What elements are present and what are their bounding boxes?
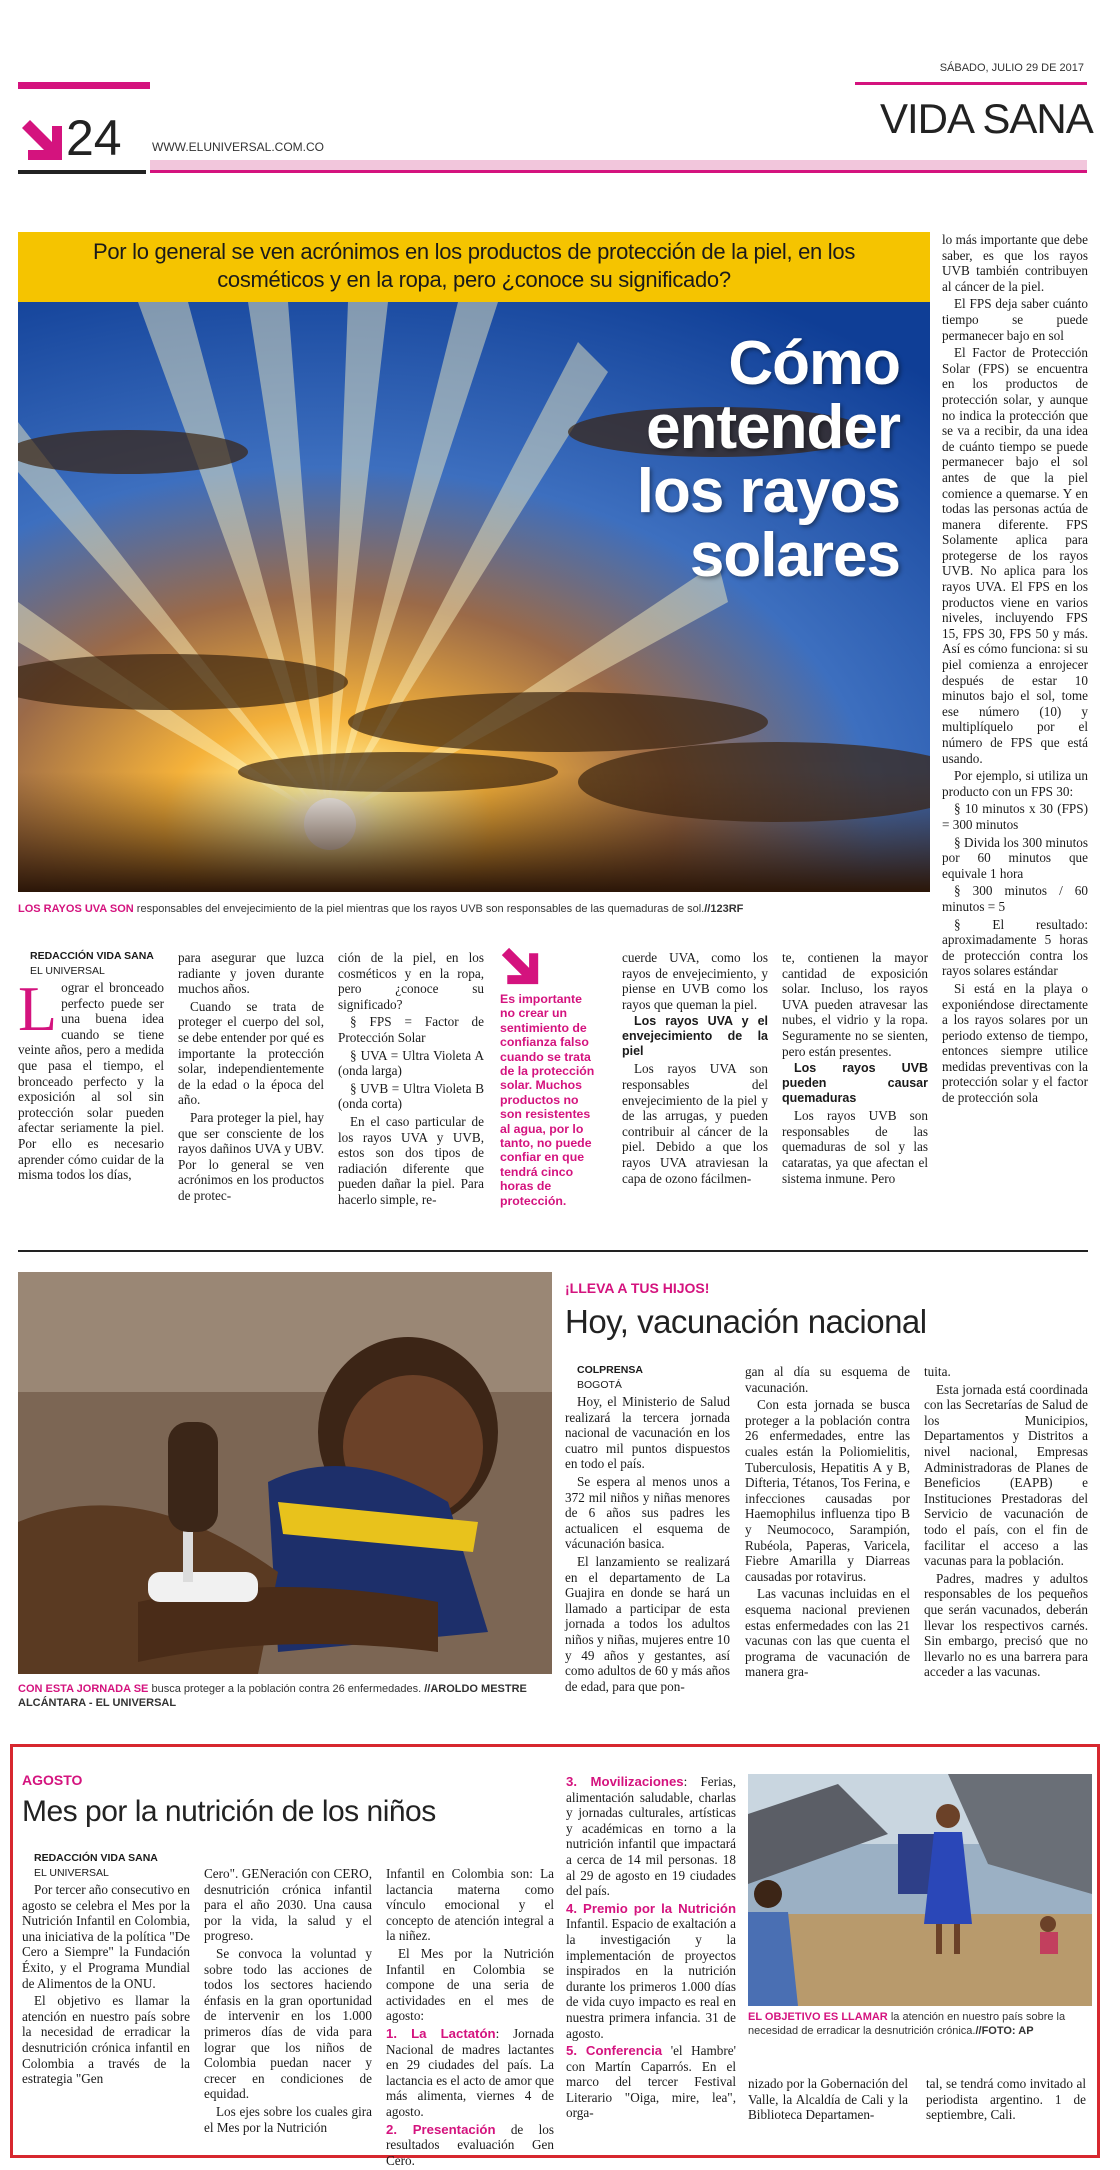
paragraph: nizado por la Gobernación del Valle, la Alcaldía de Cali y la Biblioteca Departamen-	[748, 2076, 908, 2123]
nutrition-column-1	[22, 1852, 190, 2089]
paragraph: para asegurar que luzca radiante y joven durante muchos años.	[178, 950, 324, 997]
vaccine-headline: Hoy, vacunación nacional	[565, 1303, 927, 1340]
paragraph: Hoy, el Ministerio de Salud realizará la tercera jornada nacional de vacunación en los cuatro mil puntos dispuestos en todo el país.	[565, 1394, 730, 1472]
list-item: § El resultado: aproximadamente 5 horas de protección contra los rayos solares estándar	[942, 916, 1088, 979]
paragraph: Esta jornada está coordinada con las Secretarías de Salud de los Municipios, Departamentos y Distritos a nivel nacional, Empresas Administradoras de Planes de Beneficios (EAPB) e Instituciones Prestadoras del Servicio de vacunación de todo el país, con el fin de facilitar el acceso a las vacunas para la población.	[924, 1381, 1088, 1569]
pullquote	[500, 946, 600, 1208]
paragraph: cuerde UVA, como los rayos de envejecimiento, y piense en UVB como los rayos que queman la piel.	[622, 950, 768, 1012]
vaccine-column-2	[745, 1364, 910, 1682]
main-column-6	[782, 950, 928, 1188]
list-item	[566, 1774, 736, 1899]
hero-caption	[18, 902, 930, 916]
list-item-lead: 1. La Lactatón	[386, 2025, 496, 2041]
list-item-lead: 5. Conferencia	[566, 2043, 663, 2059]
nutrition-column-4	[566, 1774, 736, 2123]
main-column-5	[622, 950, 768, 1188]
paragraph: Por tercer año consecutivo en agosto se celebra el Mes por la Nutrición Infantil en Colombia, una iniciativa de la política "De Cero a Siempre" la Fundación Éxito, y el Programa Mundial de Alimentos de la ONU.	[22, 1882, 190, 1991]
paragraph: Los rayos UVA son responsables del envejecimiento de la piel y de las arrugas, y pueden contribuir al cáncer de la piel. Debido a que los rayos UVA atraviesan la capa de ozono fácilmen-	[622, 1061, 768, 1186]
list-item: § 10 minutos x 30 (FPS) = 300 minutos	[942, 801, 1088, 832]
list-item	[566, 1901, 736, 2041]
nutrition-caption	[748, 2010, 1092, 2038]
nutrition-photo	[748, 1774, 1092, 2006]
list-item	[386, 2026, 554, 2120]
list-item-lead: 4. Premio por la Nutrición	[566, 1900, 736, 1916]
nutrition-column-2	[204, 1866, 372, 2137]
paragraph: El objetivo es llamar la atención en nuestro país sobre la necesidad de erradicar la desnutrición crónica infantil en Colombia a través de la estrategia "Gen	[22, 1993, 190, 2087]
paragraph: tuita.	[924, 1364, 951, 1379]
caption-text: busca proteger a la población contra 26 enfermedades.	[151, 1683, 422, 1695]
paragraph: El Factor de Protección Solar (FPS) se encuentra en los productos de protección solar, y aunque no indica la protección que se va a recibir, da una idea de cuánto tiempo se puede permanecer bajo el sol antes de que la piel comience a quemarse. Y en todas las personas actúa de manera diferente. FPS Solamente aplica para protegerse de los rayos UVB. No aplica para los rayos UVA. El FPS en los productos viene en varios niveles, incluyendo FPS 15, FPS 30, FPS 50 y más. Así es cómo funciona: si su piel comienza a enrojecer después de estar 10 minutos bajo el sol, tome ese número (10) y multiplíquelo por el número de FPS que está usando.	[942, 345, 1088, 766]
main-column-3	[338, 950, 484, 1210]
paragraph: Para proteger la piel, hay que ser consciente de los rayos dañinos UVA y UBV. Por lo general se ven acrónimos en los productos de protec-	[178, 1109, 324, 1203]
children-camp-image	[748, 1774, 1092, 2006]
paragraph: El Mes por la Nutrición Infantil en Colombia se compone de una seria de actividades en el mes de agosto:	[386, 1945, 554, 2024]
nutrition-column-6	[926, 2076, 1086, 2125]
vaccine-photo	[18, 1272, 552, 1674]
paragraph: Padres, madres y adultos responsables de los pequeños que serán vacunados, deberán llevar los respectivos carnés. Sin embargo, precisó que no llevarlo no es una barrera para acceder a las vacunas.	[924, 1570, 1088, 1680]
caption-credit: //FOTO: AP	[975, 2025, 1034, 2037]
caption-lead: CON ESTA JORNADA SE	[18, 1683, 149, 1695]
paragraph: lo más importante que debe saber, es que los rayos UVB también contribuyen al cáncer de la piel.	[942, 232, 1088, 294]
caption-text: la atención en nuestro país sobre la necesidad de erradicar la desnutrición crónica.	[748, 2011, 1066, 2037]
website-link[interactable]: WWW.ELUNIVERSAL.COM.CO	[152, 140, 325, 154]
list-item-lead: 2. Presentación	[386, 2121, 496, 2137]
hero-title-line: solares	[689, 521, 900, 590]
paragraph: Los rayos UVB son responsables de las quemaduras de sol y las cataratas, ya que afectan el sistema inmune. Pero	[782, 1108, 928, 1186]
list-item-lead: 3. Movilizaciones	[566, 1774, 684, 1789]
nutrition-column-5	[748, 2076, 908, 2125]
vaccine-column-3	[924, 1364, 1088, 1682]
hero-title-line: los rayos	[636, 457, 900, 526]
list-item: § FPS = Factor de Protección Solar	[338, 1014, 484, 1045]
paragraph: En el caso particular de los rayos UVA y UVB, estos son dos tipos de radiación diferente que pueden dañar la piel. Para hacerlo simple, re-	[338, 1113, 484, 1207]
banner-text: Por lo general se ven acrónimos en los productos de protección de la piel, en los cosméticos y en la ropa, pero ¿conoce su significado?	[92, 239, 856, 292]
paragraph: ograr el bronceado perfecto puede ser una buena idea cuando se tiene veinte años, pero a medida que pasa el tiempo, el bronceado perfecto y la exposición al sol sin protección solar pueden afectar seriamente la piel. Por ello es necesario aprender cómo cuidar de la misma todos los días,	[18, 980, 164, 1183]
list-item: § 300 minutos / 60 minutos = 5	[942, 883, 1088, 914]
hero-title-line: Cómo	[728, 329, 900, 398]
caption-text: responsables del envejecimiento de la piel mientras que los rayos UVB son responsables de las quemaduras de sol.	[136, 903, 705, 915]
main-column-1	[18, 950, 164, 1185]
caption-lead: EL OBJETIVO ES LLAMAR	[748, 2011, 888, 2023]
caption-credit: //AROLDO MESTRE ALCÁNTARA - EL UNIVERSAL	[18, 1683, 527, 1709]
page-number-box	[18, 110, 146, 176]
subheading: Los rayos UVB pueden causar quemaduras	[782, 1061, 928, 1106]
paragraph: Los ejes sobre los cuales gira el Mes por la Nutrición	[204, 2103, 372, 2135]
main-column-7	[942, 232, 1088, 1108]
paragraph: Se convoca la voluntad y sobre todo las acciones de todos los sectores haciendo énfasis en la gran oportunidad de intervenir en los 1.000 primeros días de vida para lograr que los niños de Colombia puedan nacer y crecer en condiciones de equidad.	[204, 1945, 372, 2102]
hero-title	[560, 329, 900, 590]
page-number: 24	[66, 110, 122, 166]
byline-sub: EL UNIVERSAL	[34, 1867, 109, 1879]
header-pink-bar-top	[18, 82, 150, 89]
hero-title-line: entender	[646, 393, 900, 462]
paragraph: tal, se tendrá como invitado al periodista argentino. 1 de septiembre, Cali.	[926, 2076, 1086, 2123]
byline: REDACCIÓN VIDA SANA	[34, 1852, 158, 1864]
paragraph: ción de la piel, en los cosméticos y en la ropa, pero ¿conoce su significado?	[338, 950, 484, 1012]
arrow-down-right-icon	[20, 118, 64, 162]
list-item-text: de los resultados evaluación Gen Cero.	[386, 2121, 554, 2168]
paragraph: gan al día su esquema de vacunación.	[745, 1364, 910, 1395]
list-item	[386, 2122, 554, 2169]
vaccine-caption	[18, 1682, 552, 1710]
paragraph: Por ejemplo, si utiliza un producto con un FPS 30:	[942, 768, 1088, 799]
main-column-2	[178, 950, 324, 1206]
vaccine-kicker: ¡LLEVA A TUS HIJOS!	[565, 1280, 710, 1296]
list-item-text: 'el Hambre' con Martín Caparrós. En el marco del tercer Festival Literario "Oiga, mire, lea", orga-	[566, 2043, 736, 2121]
subheading: Los rayos UVA y el envejecimiento de la piel	[622, 1014, 768, 1059]
paragraph: Las vacunas incluidas en el esquema nacional previenen estas enfermedades con las 21 vacunas con las que cuenta el programa de vacunación de manera gra-	[745, 1586, 910, 1680]
paragraph: Cero". GENeración con CERO, desnutrición crónica infantil para el año 2030. Una causa por la vida, la salud y el progreso.	[204, 1866, 372, 1944]
caption-credit: //123RF	[704, 903, 744, 915]
vaccine-column-1	[565, 1364, 730, 1696]
header-pink-bar-right	[855, 82, 1087, 85]
list-item-text: : Ferias, alimentación saludable, charlas y jornadas culturales, artísticas y académicas en torno a la nutrición infantil que impactará a cerca de 14 mil personas. 18 al 29 de agosto en 19 ciudades del país.	[566, 1774, 736, 1899]
paragraph: El FPS deja saber cuánto tiempo se puede permanecer bajo en sol	[942, 296, 1088, 343]
nutrition-headline: Mes por la nutrición de los niños	[22, 1795, 436, 1828]
paragraph: te, contienen la mayor cantidad de exposición solar. Incluso, los rayos UVA pueden atravesar las nubes, el vidrio y la ropa. Seguramente no se sienten, pero están presentes.	[782, 950, 928, 1059]
banner	[18, 232, 930, 302]
arrow-down-right-icon	[500, 946, 540, 986]
list-item-text: Infantil. Espacio de exaltación a la investigación y la implementación de proyectos inspirados en la nutrición durante los primeros 1.000 días de vida cuyo impacto es real en nuestra primera infancia. 31 de agosto.	[566, 1916, 736, 2041]
drop-cap: L	[18, 973, 58, 1044]
pullquote-text: Es importante no crear un sentimiento de confianza falso cuando se trata de la protección solar. Muchos productos no son resistentes al agua, por lo tanto, no puede confiar en que tendrá cinco horas de protección.	[500, 992, 595, 1208]
list-item	[566, 2043, 736, 2121]
paragraph: El lanzamiento se realizará en el departamento de La Guajira en donde se hará un llamado a participar de esta jornada a todos los adultos niños y niñas, mujeres entre 10 y 49 años y gestantes, así como adultos de 60 y más años de edad, para que pon-	[565, 1553, 730, 1694]
paragraph: Cuando se trata de proteger el cuerpo del sol, se debe entender por qué es importante la protección solar, independientemente de la edad o la época del año.	[178, 998, 324, 1108]
section-title: VIDA SANA	[880, 95, 1093, 142]
list-item-text: : Jornada Nacional de madres lactantes en 29 ciudades del país. La lactancia es el acto de amor que más alimenta, viernes 4 de agosto.	[386, 2025, 554, 2119]
page-date: SÁBADO, JULIO 29 DE 2017	[939, 62, 1084, 74]
byline-sub: BOGOTÁ	[577, 1379, 622, 1391]
baby-vaccination-image	[18, 1272, 552, 1674]
header-rule	[150, 160, 1087, 173]
nutrition-kicker: AGOSTO	[22, 1772, 83, 1788]
nutrition-column-3	[386, 1866, 554, 2170]
byline-sub: EL UNIVERSAL	[30, 965, 105, 977]
paragraph: Infantil en Colombia son: La lactancia materna como vínculo emocional y el concepto de atención integral a la niñez.	[386, 1866, 554, 1944]
list-item: § Divida los 300 minutos por 60 minutos que equivale 1 hora	[942, 834, 1088, 881]
paragraph: Con esta jornada se busca proteger a la población contra 26 enfermedades, entre las cuales están la Poliomielitis, Tuberculosis, Hepatitis A y B, Difteria, Tétanos, Tos Ferina, e infecciones causadas por Haemophilus influenza tipo B y Neumococo, Sarampión, Rubéola, Paperas, Varicela, Fiebre Amarilla y Diarreas causadas por rotavirus.	[745, 1397, 910, 1584]
list-item: § UVA = Ultra Violeta A (onda larga)	[338, 1047, 484, 1079]
byline: COLPRENSA	[577, 1364, 643, 1376]
caption-lead: LOS RAYOS UVA SON	[18, 903, 134, 915]
section-divider	[18, 1250, 1088, 1252]
paragraph: Si está en la playa o exponiéndose directamente a los rayos solares por un periodo extenso de tiempo, entonces siempre utilice medidas preventivas con la protección solar y el factor de protección sola	[942, 980, 1088, 1106]
paragraph: Se espera al menos unos a 372 mil niños y niñas menores de 6 años sus padres les actualicen el esquema de vácunación basica.	[565, 1473, 730, 1552]
list-item: § UVB = Ultra Violeta B (onda corta)	[338, 1080, 484, 1112]
byline: REDACCIÓN VIDA SANA	[30, 950, 154, 962]
